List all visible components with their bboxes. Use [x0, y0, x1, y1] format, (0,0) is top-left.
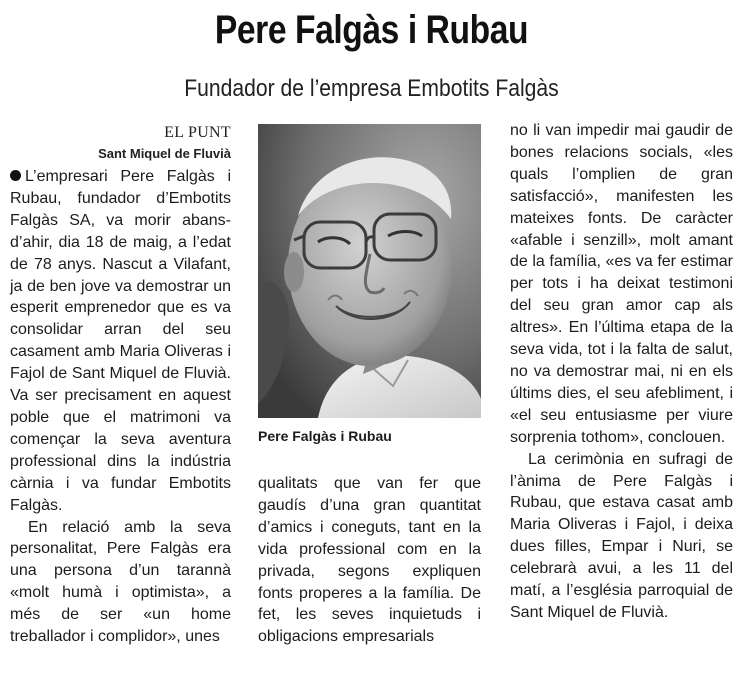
- headline: Pere Falgàs i Rubau: [214, 8, 529, 52]
- source-label: EL PUNT: [164, 124, 231, 141]
- paragraph-1-text: L’empresari Pere Falgàs i Rubau, fundador d’Embotits Falgàs SA, va morir abans-d’ahir, dia 18 de maig, a l’edat de 78 anys. Nascut a Vilafant, ja de ben jove va demostrar un esperit emprenedor que es va consolidar arran del seu casament amb Maria Oliveras i Fajol de Sant Miquel de Fluvià. Va ser precisament en aquest poble que el matrimoni va començar la seva aventura professional dins la indústria càrnia i va fundar Embotits Falgàs.: [10, 168, 231, 514]
- ear: [284, 252, 304, 292]
- bullet-icon: [10, 170, 21, 181]
- portrait-photo: [258, 124, 481, 418]
- subheadline: Fundador de l’empresa Embotits Falgàs: [184, 75, 559, 102]
- column-right: [510, 120, 733, 624]
- paragraph-5: La cerimònia en sufragi de l’ànima de Pere Falgàs i Rubau, que estava casat amb Maria Oliveras i Fajol, i deixa dues filles, Empar i Nuri, se celebrarà avui, a les 11 del matí, a l’església parroquial de Sant Miquel de Fluvià.: [510, 450, 733, 621]
- paragraph-1: [10, 166, 231, 517]
- column-left: [10, 166, 231, 648]
- dateline: Sant Miquel de Fluvià: [98, 146, 231, 161]
- column-middle: [258, 473, 481, 648]
- paragraph-2: En relació amb la seva personalitat, Pere Falgàs era una persona d’un tarannà «molt humà i optimista», a més de ser «un home treballador i complidor», unes: [10, 518, 231, 646]
- paragraph-4: no li van impedir mai gaudir de bones relacions socials, «les quals l’omplien de gran satisfacció», manifesten les mateixes fonts. De caràcter «afable i senzill», molt amant de la família, «es va fer estimar per tots i ha deixat testimoni del seu gran amor cap als altres». En l’última etapa de la seva vida, tot i la falta de salut, no va demostrar mai, ni en els últims dies, el seu afebliment, i «el seu entusiasme per viure sorprenia tothom», conclouen.: [510, 122, 733, 446]
- paragraph-3: qualitats que van fer que gaudís d’una gran quantitat d’amics i coneguts, tant en la vida professional com en la privada, segons expliquen fonts properes a la família. De fet, les seves inquietuds i obligacions empresarials: [258, 475, 481, 646]
- portrait-image: [258, 124, 481, 418]
- photo-caption: Pere Falgàs i Rubau: [258, 428, 392, 444]
